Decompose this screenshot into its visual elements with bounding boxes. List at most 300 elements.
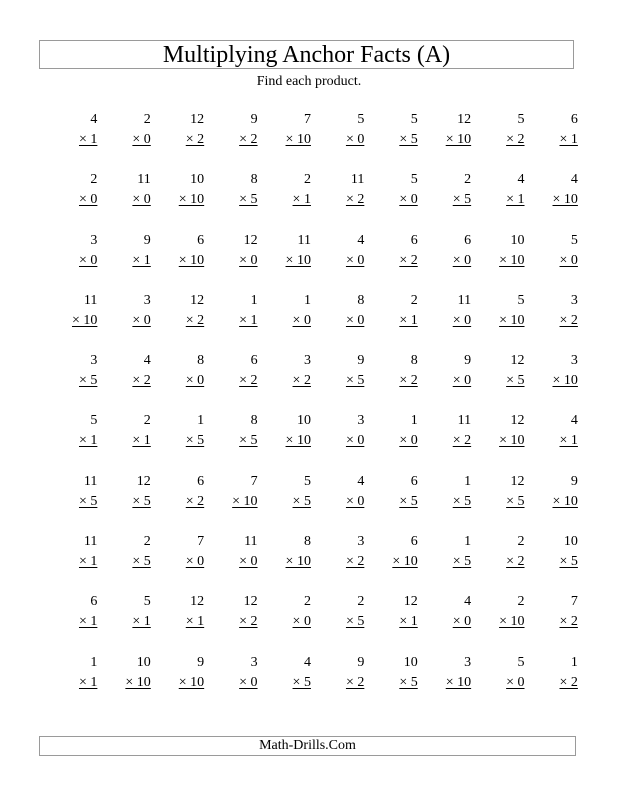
multiplier: × 0 (452, 312, 472, 328)
multiplier: × 10 (552, 192, 578, 208)
problem-item (46, 351, 99, 411)
problem-item (313, 291, 366, 351)
problem-item (46, 231, 99, 291)
multiplicand: 3 (357, 413, 365, 429)
problem-item (153, 291, 206, 351)
multiplier: × 1 (399, 312, 418, 328)
problem-item (313, 653, 366, 713)
multiplier: × 2 (399, 252, 418, 268)
multiplier: × 1 (78, 614, 98, 630)
multiplicand: 3 (90, 353, 98, 369)
problem-item (473, 231, 526, 291)
problem-item (420, 351, 473, 411)
problem-item (366, 231, 419, 291)
problem-item (260, 592, 313, 652)
multiplier: × 5 (452, 554, 472, 570)
multiplicand: 7 (197, 534, 205, 550)
multiplicand: 6 (197, 232, 205, 248)
problem-item (313, 592, 366, 652)
problem-item (153, 411, 206, 471)
problem-item (527, 170, 580, 230)
problem-item (420, 532, 473, 592)
multiplicand: 11 (83, 534, 98, 550)
multiplier: × 2 (559, 312, 578, 328)
multiplicand: 2 (357, 594, 365, 610)
multiplicand: 2 (410, 292, 418, 308)
multiplier: × 10 (499, 614, 525, 630)
multiplier: × 1 (559, 433, 578, 449)
multiplier: × 5 (345, 614, 365, 630)
multiplicand: 12 (190, 594, 205, 610)
multiplier: × 10 (71, 312, 98, 328)
multiplicand: 1 (90, 654, 98, 670)
multiplier: × 1 (132, 252, 151, 268)
multiplier: × 5 (185, 433, 205, 449)
multiplicand: 4 (143, 353, 151, 369)
problem-item (153, 653, 206, 713)
multiplier: × 5 (452, 493, 472, 509)
problem-item (153, 351, 206, 411)
multiplicand: 9 (464, 353, 472, 369)
multiplicand: 2 (90, 172, 98, 188)
problem-item (313, 170, 366, 230)
multiplier: × 2 (345, 674, 365, 690)
problem-item (527, 110, 580, 170)
problem-item (260, 472, 313, 532)
multiplicand: 9 (357, 353, 365, 369)
problem-item (260, 170, 313, 230)
multiplier: × 0 (345, 312, 365, 328)
multiplier: × 0 (452, 614, 472, 630)
multiplicand: 3 (143, 292, 151, 308)
multiplier: × 0 (345, 493, 365, 509)
problem-item (99, 472, 152, 532)
multiplicand: 11 (350, 172, 365, 188)
problem-item (260, 532, 313, 592)
multiplier: × 10 (178, 674, 205, 690)
multiplier: × 0 (292, 614, 311, 630)
multiplier: × 0 (399, 192, 418, 208)
multiplicand: 5 (570, 232, 578, 248)
multiplier: × 0 (239, 554, 258, 570)
multiplier: × 10 (499, 312, 525, 328)
multiplicand: 8 (357, 292, 365, 308)
multiplicand: 12 (190, 112, 205, 127)
problem-item (420, 653, 473, 713)
multiplier: × 0 (292, 312, 311, 328)
multiplicand: 4 (357, 232, 365, 248)
multiplicand: 2 (464, 172, 472, 188)
problem-item (527, 532, 580, 592)
multiplicand: 3 (303, 353, 311, 369)
multiplier: × 2 (185, 312, 205, 328)
problem-item (153, 170, 206, 230)
multiplicand: 4 (570, 172, 578, 188)
multiplicand: 1 (464, 473, 472, 489)
multiplier: × 5 (506, 493, 525, 509)
problem-item (313, 472, 366, 532)
multiplicand: 9 (143, 232, 151, 248)
problem-item (46, 472, 99, 532)
problem-item (46, 411, 99, 471)
multiplier: × 2 (506, 554, 525, 570)
multiplicand: 12 (510, 353, 525, 369)
problem-item (420, 231, 473, 291)
problem-item (99, 653, 152, 713)
multiplier: × 5 (132, 554, 151, 570)
problem-grid (46, 110, 580, 713)
multiplicand: 5 (90, 413, 98, 429)
multiplier: × 0 (185, 373, 205, 389)
multiplier: × 0 (452, 252, 472, 268)
problem-item (473, 592, 526, 652)
multiplier: × 1 (185, 614, 205, 630)
multiplier: × 1 (78, 433, 98, 449)
problem-item (473, 411, 526, 471)
problem-item (46, 170, 99, 230)
multiplier: × 2 (239, 614, 258, 630)
multiplicand: 9 (250, 112, 258, 127)
multiplier: × 5 (345, 373, 365, 389)
multiplicand: 5 (517, 292, 525, 308)
multiplier: × 0 (345, 252, 365, 268)
multiplier: × 1 (132, 614, 151, 630)
multiplier: × 2 (292, 373, 311, 389)
problem-item (46, 110, 99, 170)
problem-item (206, 291, 259, 351)
footer-credit: Math-Drills.Com (259, 738, 356, 753)
multiplier: × 0 (399, 433, 418, 449)
instructions: Find each product. (256, 74, 362, 89)
problem-item (206, 110, 259, 170)
multiplier: × 0 (132, 312, 151, 328)
multiplicand: 3 (90, 232, 98, 248)
multiplier: × 5 (78, 373, 98, 389)
multiplicand: 11 (83, 473, 98, 489)
problem-item (153, 110, 206, 170)
multiplicand: 2 (143, 112, 151, 127)
problem-item (313, 351, 366, 411)
footer-box (39, 736, 576, 756)
multiplicand: 2 (143, 534, 151, 550)
multiplier: × 0 (345, 433, 365, 449)
multiplier: × 5 (506, 373, 525, 389)
problem-item (366, 653, 419, 713)
multiplicand: 12 (243, 232, 258, 248)
multiplicand: 7 (303, 112, 311, 127)
problem-item (420, 110, 473, 170)
problem-item (366, 472, 419, 532)
multiplier: × 0 (78, 192, 98, 208)
multiplicand: 5 (517, 654, 525, 670)
multiplier: × 0 (132, 192, 151, 208)
problem-item (420, 472, 473, 532)
multiplicand: 2 (143, 413, 151, 429)
problem-item (420, 291, 473, 351)
multiplicand: 11 (297, 232, 311, 248)
multiplicand: 8 (410, 353, 418, 369)
multiplicand: 10 (190, 172, 205, 188)
multiplier: × 10 (285, 132, 311, 147)
multiplier: × 10 (499, 252, 525, 268)
problem-item (260, 291, 313, 351)
problem-item (366, 592, 419, 652)
problem-item (99, 231, 152, 291)
multiplicand: 1 (197, 413, 205, 429)
multiplicand: 8 (250, 172, 258, 188)
multiplier: × 1 (559, 132, 578, 147)
multiplicand: 9 (570, 473, 578, 489)
problem-item (527, 411, 580, 471)
multiplicand: 10 (296, 413, 311, 429)
problem-item (206, 231, 259, 291)
problem-item (527, 351, 580, 411)
multiplicand: 3 (250, 654, 258, 670)
problem-item (313, 532, 366, 592)
multiplicand: 1 (570, 654, 578, 670)
problem-item (366, 532, 419, 592)
multiplier: × 0 (185, 554, 205, 570)
multiplicand: 12 (136, 473, 151, 489)
multiplier: × 5 (399, 132, 418, 147)
multiplicand: 9 (357, 654, 365, 670)
multiplicand: 10 (136, 654, 151, 670)
multiplier: × 5 (132, 493, 151, 509)
multiplier: × 1 (78, 554, 98, 570)
problem-item (473, 653, 526, 713)
multiplier: × 1 (292, 192, 311, 208)
multiplicand: 12 (190, 292, 205, 308)
multiplicand: 1 (410, 413, 418, 429)
multiplicand: 2 (517, 534, 525, 550)
problem-item (473, 110, 526, 170)
multiplicand: 1 (303, 292, 311, 308)
problem-item (366, 291, 419, 351)
problem-item (99, 411, 152, 471)
problem-item (260, 351, 313, 411)
multiplier: × 2 (239, 373, 258, 389)
multiplicand: 6 (570, 112, 578, 127)
multiplier: × 1 (239, 312, 258, 328)
multiplier: × 10 (499, 433, 525, 449)
multiplier: × 5 (559, 554, 578, 570)
multiplicand: 12 (510, 413, 525, 429)
multiplicand: 12 (243, 594, 258, 610)
problem-item (99, 110, 152, 170)
problem-item (527, 231, 580, 291)
multiplier: × 10 (552, 493, 578, 509)
problem-item (366, 110, 419, 170)
multiplier: × 5 (399, 493, 418, 509)
problem-item (420, 592, 473, 652)
problem-item (420, 170, 473, 230)
multiplier: × 2 (452, 433, 472, 449)
multiplicand: 4 (357, 473, 365, 489)
multiplier: × 2 (185, 132, 205, 147)
problem-item (420, 411, 473, 471)
multiplier: × 5 (78, 493, 98, 509)
multiplier: × 10 (285, 554, 311, 570)
multiplicand: 2 (303, 594, 311, 610)
multiplier: × 1 (399, 614, 418, 630)
multiplicand: 12 (403, 594, 418, 610)
multiplier: × 0 (506, 674, 525, 690)
multiplicand: 6 (250, 353, 258, 369)
multiplier: × 2 (239, 132, 258, 147)
multiplicand: 6 (410, 534, 418, 550)
multiplier: × 1 (78, 674, 98, 690)
problem-item (473, 170, 526, 230)
multiplicand: 6 (90, 594, 98, 610)
multiplicand: 4 (517, 172, 525, 188)
multiplier: × 0 (78, 252, 98, 268)
multiplicand: 5 (410, 112, 418, 127)
multiplier: × 10 (178, 192, 205, 208)
multiplicand: 5 (143, 594, 151, 610)
problem-item (473, 472, 526, 532)
multiplicand: 7 (250, 473, 258, 489)
problem-item (473, 351, 526, 411)
multiplier: × 10 (125, 674, 151, 690)
problem-item (99, 291, 152, 351)
multiplier: × 2 (345, 554, 365, 570)
problem-item (153, 472, 206, 532)
problem-item (260, 231, 313, 291)
problem-item (527, 291, 580, 351)
multiplier: × 1 (78, 132, 98, 147)
problem-item (473, 291, 526, 351)
multiplicand: 12 (457, 112, 472, 127)
multiplicand: 8 (303, 534, 311, 550)
multiplier: × 10 (445, 132, 472, 147)
multiplicand: 10 (563, 534, 578, 550)
problem-item (527, 592, 580, 652)
multiplier: × 5 (292, 493, 311, 509)
problem-item (313, 231, 366, 291)
problem-item (527, 472, 580, 532)
problem-item (46, 291, 99, 351)
problem-item (99, 170, 152, 230)
multiplier: × 5 (452, 192, 472, 208)
problem-item (473, 532, 526, 592)
multiplier: × 2 (559, 674, 578, 690)
multiplier: × 10 (232, 493, 258, 509)
multiplicand: 4 (570, 413, 578, 429)
multiplicand: 5 (410, 172, 418, 188)
multiplicand: 12 (510, 473, 525, 489)
problem-item (260, 653, 313, 713)
multiplicand: 4 (303, 654, 311, 670)
multiplicand: 6 (410, 232, 418, 248)
problem-item (206, 653, 259, 713)
multiplicand: 6 (464, 232, 472, 248)
problem-item (527, 653, 580, 713)
problem-item (206, 170, 259, 230)
multiplier: × 10 (178, 252, 205, 268)
multiplier: × 5 (292, 674, 311, 690)
multiplicand: 11 (457, 413, 472, 429)
multiplier: × 0 (132, 132, 151, 147)
multiplier: × 0 (452, 373, 472, 389)
multiplier: × 2 (559, 614, 578, 630)
multiplicand: 11 (244, 534, 258, 550)
problem-item (313, 110, 366, 170)
multiplicand: 6 (410, 473, 418, 489)
title-box (39, 40, 574, 69)
multiplier: × 2 (185, 493, 205, 509)
multiplicand: 1 (250, 292, 258, 308)
multiplicand: 2 (303, 172, 311, 188)
multiplicand: 3 (570, 292, 578, 308)
problem-item (313, 411, 366, 471)
multiplicand: 4 (464, 594, 472, 610)
problem-item (366, 170, 419, 230)
multiplier: × 5 (399, 674, 418, 690)
problem-item (366, 411, 419, 471)
multiplier: × 10 (285, 252, 311, 268)
multiplicand: 5 (517, 112, 525, 127)
problem-item (46, 592, 99, 652)
multiplicand: 1 (464, 534, 472, 550)
multiplier: × 10 (552, 373, 578, 389)
multiplier: × 10 (285, 433, 311, 449)
multiplicand: 8 (250, 413, 258, 429)
problem-item (153, 592, 206, 652)
multiplier: × 0 (345, 132, 365, 147)
multiplier: × 1 (132, 433, 151, 449)
multiplicand: 3 (570, 353, 578, 369)
problem-item (99, 532, 152, 592)
multiplicand: 7 (570, 594, 578, 610)
multiplier: × 0 (239, 674, 258, 690)
problem-item (206, 592, 259, 652)
multiplier: × 2 (399, 373, 418, 389)
multiplier: × 0 (559, 252, 578, 268)
problem-item (206, 532, 259, 592)
problem-item (206, 351, 259, 411)
multiplicand: 5 (357, 112, 365, 127)
multiplicand: 3 (464, 654, 472, 670)
problem-item (260, 110, 313, 170)
problem-item (366, 351, 419, 411)
multiplicand: 8 (197, 353, 205, 369)
multiplicand: 11 (137, 172, 151, 188)
multiplicand: 5 (303, 473, 311, 489)
multiplicand: 6 (197, 473, 205, 489)
multiplicand: 10 (403, 654, 418, 670)
multiplier: × 1 (506, 192, 525, 208)
multiplier: × 5 (239, 192, 258, 208)
multiplicand: 4 (90, 112, 98, 127)
problem-item (153, 231, 206, 291)
multiplicand: 9 (197, 654, 205, 670)
multiplier: × 2 (132, 373, 151, 389)
multiplicand: 2 (517, 594, 525, 610)
multiplicand: 11 (83, 292, 98, 308)
problem-item (46, 532, 99, 592)
problem-item (99, 351, 152, 411)
multiplier: × 2 (345, 192, 365, 208)
problem-item (46, 653, 99, 713)
problem-item (206, 411, 259, 471)
multiplier: × 10 (392, 554, 418, 570)
problem-item (206, 472, 259, 532)
problem-item (153, 532, 206, 592)
multiplier: × 10 (445, 674, 472, 690)
multiplicand: 3 (357, 534, 365, 550)
multiplicand: 10 (510, 232, 525, 248)
problem-item (260, 411, 313, 471)
